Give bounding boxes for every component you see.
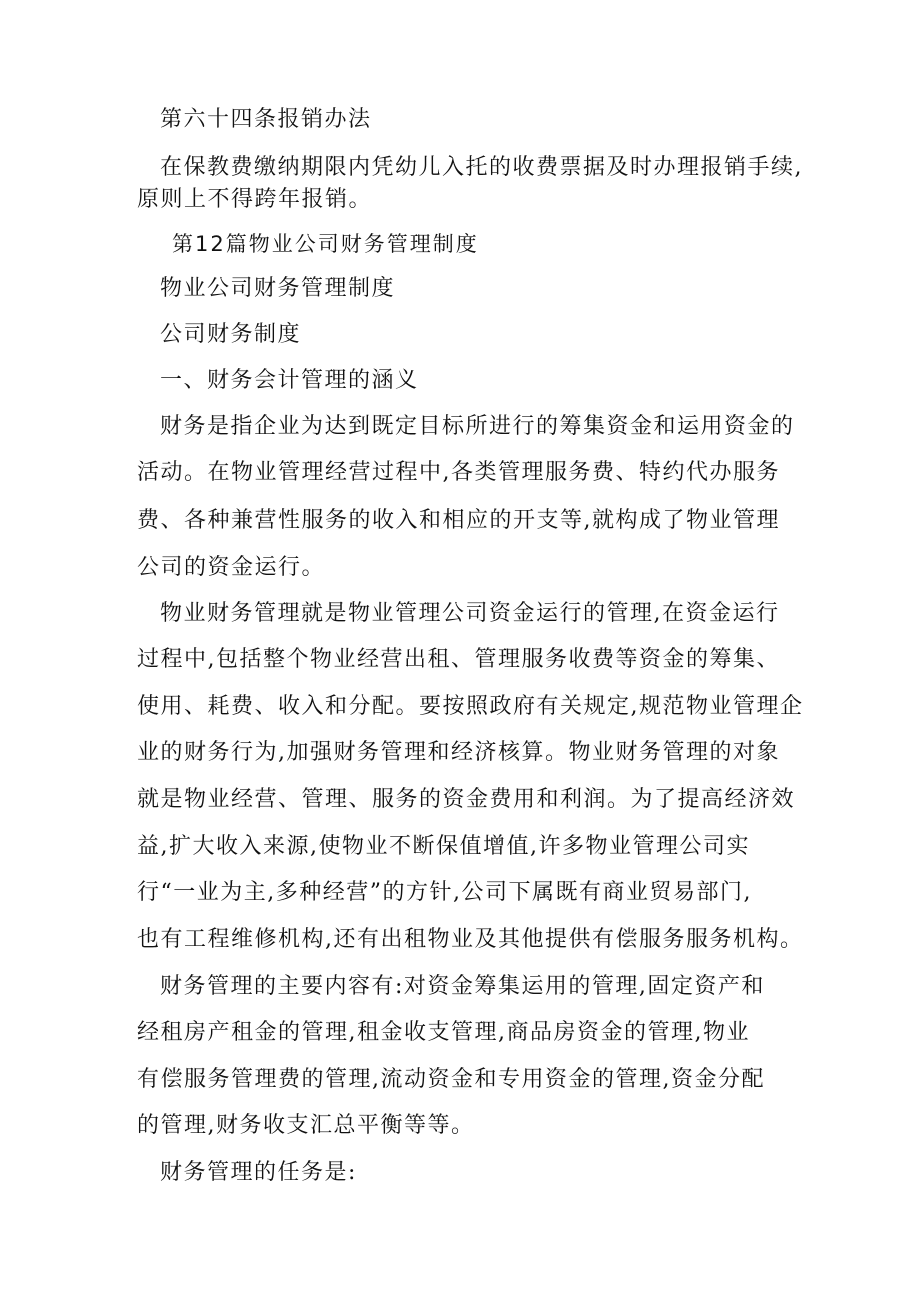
paragraph-1-line-4: 公司的资金运行。 bbox=[137, 555, 326, 580]
paragraph-2-line-3: 使用、耗费、收入和分配。要按照政府有关规定,规范物业管理企 bbox=[137, 694, 804, 719]
paragraph-2-line-4: 业的财务行为,加强财务管理和经济核算。物业财务管理的对象 bbox=[137, 740, 780, 765]
article-64-line-1: 在保教费缴纳期限内凭幼儿入托的收费票据及时办理报销手续, bbox=[160, 155, 803, 180]
paragraph-1-line-2: 活动。在物业管理经营过程中,各类管理服务费、特约代办服务 bbox=[137, 460, 780, 485]
chapter-title: 第12篇物业公司财务管理制度 bbox=[172, 232, 479, 256]
paragraph-3-line-3: 有偿服务管理费的管理,流动资金和专用资金的管理,资金分配 bbox=[137, 1067, 765, 1092]
article-64-line-2: 原则上不得跨年报销。 bbox=[137, 187, 373, 212]
paragraph-1-line-1: 财务是指企业为达到既定目标所进行的筹集资金和运用资金的 bbox=[160, 414, 795, 439]
paragraph-2-line-1: 物业财务管理就是物业管理公司资金运行的管理,在资金运行 bbox=[160, 601, 780, 626]
paragraph-2-line-6: 益,扩大收入来源,使物业不断保值增值,许多物业管理公司实 bbox=[137, 834, 750, 859]
paragraph-2-line-5: 就是物业经营、管理、服务的资金费用和利润。为了提高经济效 bbox=[137, 787, 796, 812]
article-64-title: 第六十四条报销办法 bbox=[160, 107, 372, 132]
paragraph-2-line-7: 行“一业为主,多种经营”的方针,公司下属既有商业贸易部门, bbox=[137, 880, 752, 905]
tasks-heading: 财务管理的任务是: bbox=[160, 1160, 357, 1185]
paragraph-2-line-2: 过程中,包括整个物业经营出租、管理服务收费等资金的筹集、 bbox=[137, 647, 780, 672]
paragraph-3-line-1: 财务管理的主要内容有:对资金筹集运用的管理,固定资产和 bbox=[160, 974, 765, 999]
paragraph-1-line-3: 费、各种兼营性服务的收入和相应的开支等,就构成了物业管理 bbox=[137, 508, 780, 533]
paragraph-3-line-2: 经租房产租金的管理,租金收支管理,商品房资金的管理,物业 bbox=[137, 1020, 750, 1045]
doc-title: 物业公司财务管理制度 bbox=[160, 276, 396, 301]
paragraph-2-line-8: 也有工程维修机构,还有出租物业及其他提供有偿服务服务机构。 bbox=[137, 927, 804, 952]
paragraph-3-line-4: 的管理,财务收支汇总平衡等等。 bbox=[137, 1113, 475, 1138]
part-one-heading: 一、财务会计管理的涵义 bbox=[160, 368, 419, 393]
section-title: 公司财务制度 bbox=[160, 322, 302, 347]
